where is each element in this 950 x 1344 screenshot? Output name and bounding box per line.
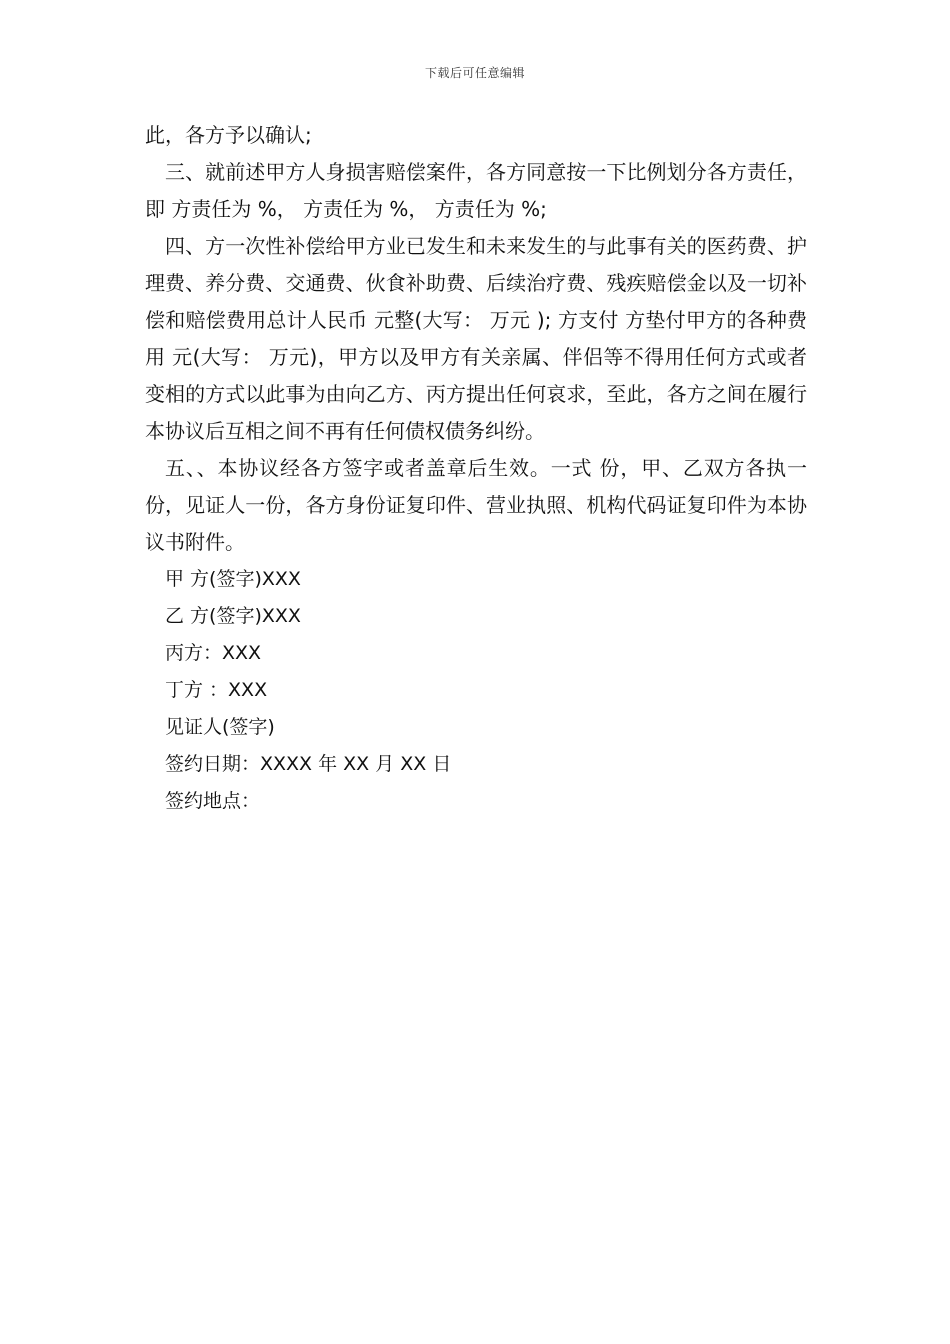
sign-place: 签约地点： — [165, 790, 261, 812]
signature-party-c: 丙方：XXX — [165, 642, 262, 664]
paragraph-clause-five: 五、、本协议经各方签字或者盖章后生效。一式 份，甲、乙双方各执一份，见证人一份，各方身份证复印件、营业执照、机构代码证复印件为本协议书附件。 — [145, 456, 807, 554]
signature-block — [145, 561, 807, 820]
signature-witness: 见证人(签字) — [165, 716, 275, 738]
sign-date: 签约日期：XXXX 年 XX 月 XX 日 — [165, 753, 452, 775]
signature-party-d: 丁方 ：XXX — [165, 679, 268, 701]
signature-party-a: 甲 方(签字)XXX — [165, 568, 301, 590]
document-body — [145, 117, 807, 820]
paragraph-clause-four: 四、方一次性补偿给甲方业已发生和未来发生的与此事有关的医药费、护理费、养分费、交通费、伙食补助费、后续治疗费、残疾赔偿金以及一切补偿和赔偿费用总计人民币 元整(大写： 万元 ); 方支付 方垫付甲方的各种费用 元(大写： 万元)，甲方以及甲方有关亲属、伴侣等不得用任何方式或者变相的方式以此事为由向乙方、丙方提出任何哀求，至此，各方之间在履行本协议后互相之间不再有任何债权债务纠纷。 — [145, 234, 807, 443]
paragraph-continuation: 此，各方予以确认; — [145, 123, 312, 147]
page-header: 下载后可任意编辑 — [424, 66, 525, 80]
signature-party-b: 乙 方(签字)XXX — [165, 605, 301, 627]
paragraph-clause-three: 三、就前述甲方人身损害赔偿案件，各方同意按一下比例划分各方责任，即 方责任为 %， 方责任为 %， 方责任为 %; — [145, 160, 807, 221]
